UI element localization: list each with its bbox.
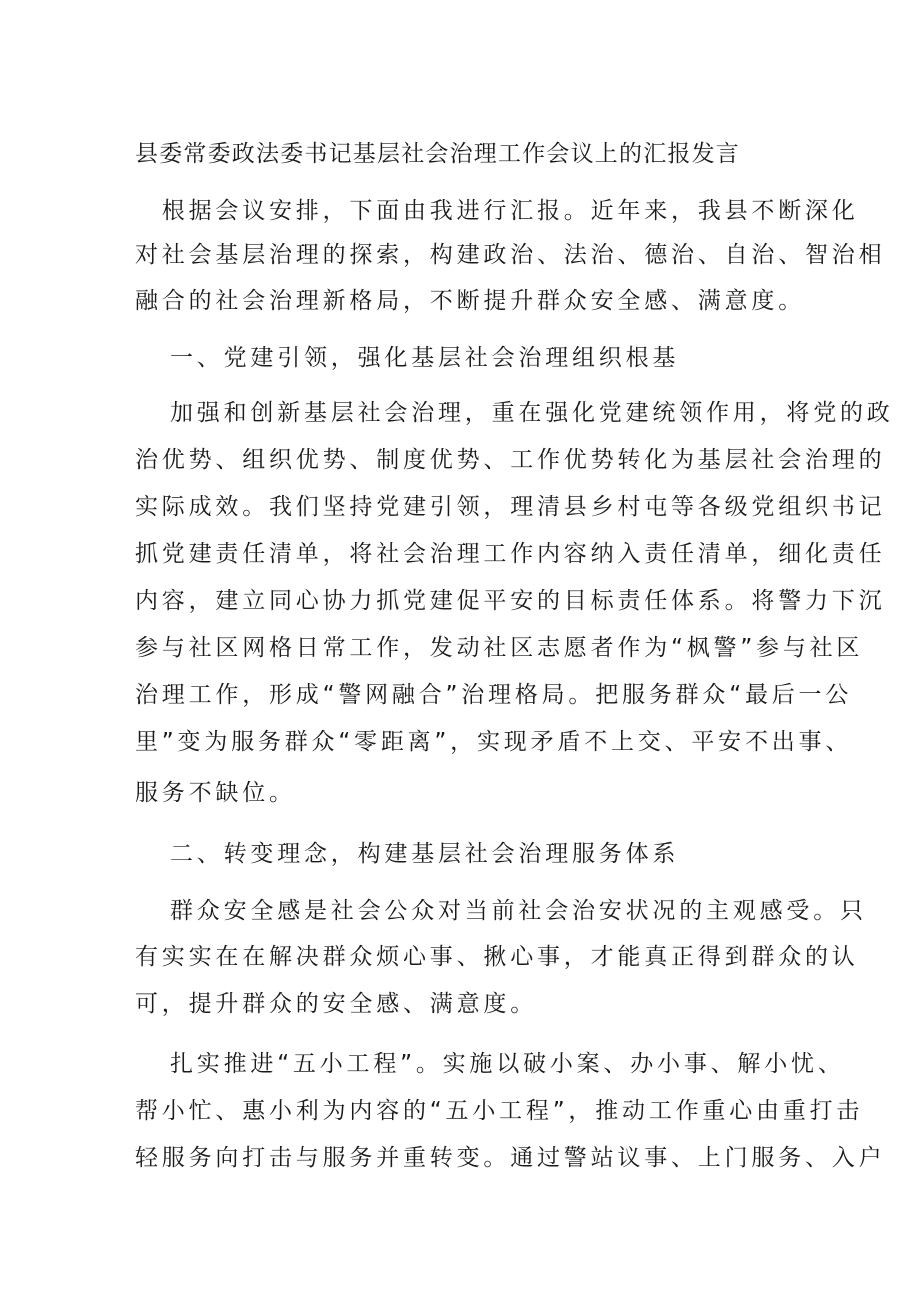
text-line: 帮小忙、惠小利为内容的“五小工程”，推动工作重心由重打击	[135, 1098, 864, 1124]
text-line: 治理工作，形成“警网融合”治理格局。把服务群众“最后一公	[135, 682, 853, 708]
section-heading-1: 一、党建引领，强化基层社会治理组织根基	[170, 345, 680, 371]
text-line: 里”变为服务群众“零距离”，实现矛盾不上交、平安不出事、	[135, 729, 853, 755]
text-line: 扎实推进“五小工程”。实施以破小案、办小事、解小忧、	[170, 1051, 845, 1077]
text-line: 对社会基层治理的探索，构建政治、法治、德治、自治、智治相	[135, 242, 886, 268]
document-title: 县委常委政法委书记基层社会治理工作会议上的汇报发言	[135, 141, 740, 167]
text-line: 有实实在在解决群众烦心事、揪心事，才能真正得到群众的认	[135, 944, 859, 970]
text-line: 群众安全感是社会公众对当前社会治安状况的主观感受。只	[170, 898, 867, 924]
text-line: 根据会议安排，下面由我进行汇报。近年来，我县不断深化	[135, 198, 859, 224]
text-line: 参与社区网格日常工作，发动社区志愿者作为“枫警”参与社区	[135, 635, 864, 661]
text-line: 内容，建立同心协力抓党建促平安的目标责任体系。将警力下沉	[135, 588, 886, 614]
text-line: 可，提升群众的安全感、满意度。	[135, 991, 537, 1017]
text-line: 融合的社会治理新格局，不断提升群众安全感、满意度。	[135, 288, 805, 314]
text-line: 服务不缺位。	[135, 780, 296, 806]
text-line: 实际成效。我们坚持党建引领，理清县乡村屯等各级党组织书记	[135, 494, 886, 520]
text-line: 轻服务向打击与服务并重转变。通过警站议事、上门服务、入户	[135, 1145, 886, 1171]
text-line: 抓党建责任清单，将社会治理工作内容纳入责任清单，细化责任	[135, 541, 886, 567]
text-line: 加强和创新基层社会治理，重在强化党建统领作用，将党的政	[170, 400, 894, 426]
text-line: 治优势、组织优势、制度优势、工作优势转化为基层社会治理的	[135, 447, 886, 473]
section-heading-2: 二、转变理念，构建基层社会治理服务体系	[170, 841, 680, 867]
